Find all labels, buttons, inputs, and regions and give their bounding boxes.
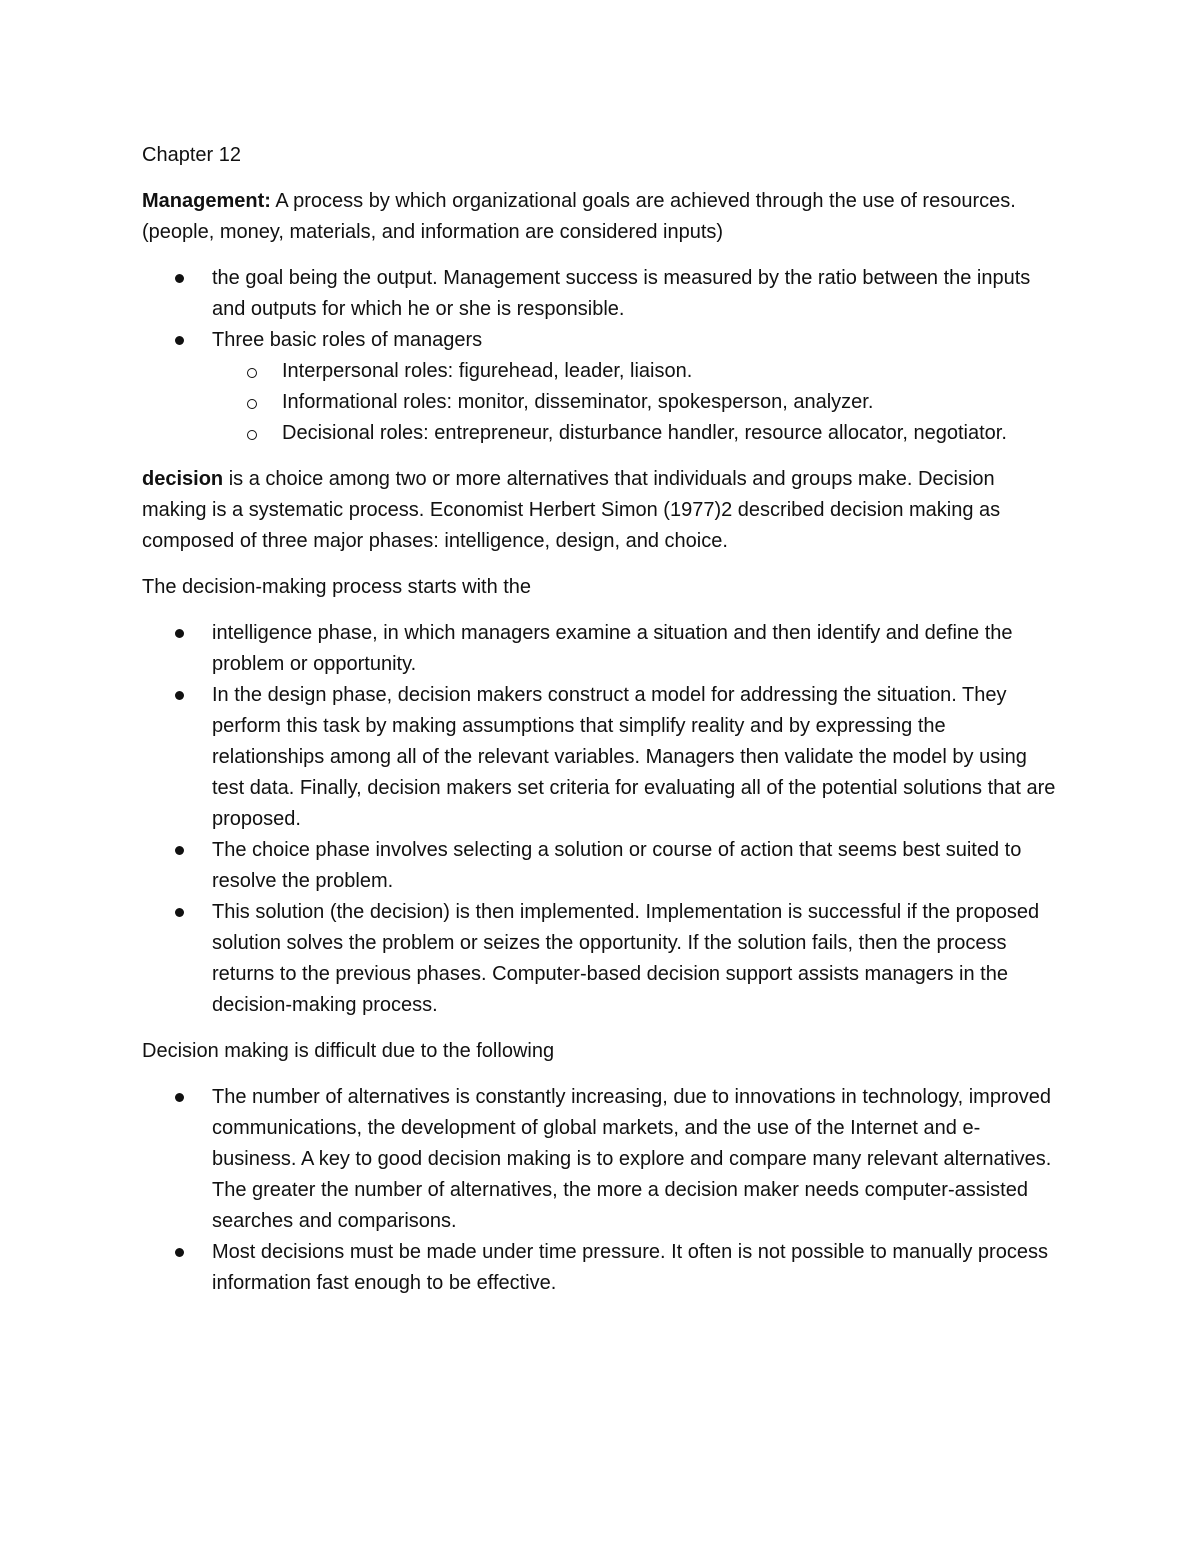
bullet-icon <box>175 1093 184 1102</box>
list-item <box>142 897 1062 1021</box>
decision-definition-text: is a choice among two or more alternatives that individuals and groups make. Decision making is a systematic process. Economist Herbert Simon (1977)2 described decision making as composed of three major phases: intelligence, design, and choice. <box>142 468 1001 552</box>
bullet-icon <box>175 846 184 855</box>
list-item <box>142 263 1062 325</box>
sub-list-item-text: Informational roles: monitor, disseminator, spokesperson, analyzer. <box>282 391 874 413</box>
bullet-icon <box>175 691 184 700</box>
bullet-icon <box>175 629 184 638</box>
list-item-text: This solution (the decision) is then implemented. Implementation is successful if the proposed solution solves the problem or seizes the opportunity. If the solution fails, then the process returns to the previous phases. Computer-based decision support assists managers in the decision-making process. <box>212 901 1040 1016</box>
list-item-text: the goal being the output. Management success is measured by the ratio between the inputs and outputs for which he or she is responsible. <box>212 267 1031 320</box>
sub-list-item <box>142 387 1062 418</box>
sub-list-item <box>142 418 1062 449</box>
document-page <box>142 140 1062 1314</box>
list-item-text: The number of alternatives is constantly increasing, due to innovations in technology, improved communications, the development of global markets, and the use of the Internet and e-business. A key to good decision making is to explore and compare many relevant alternatives. The greater the number of alternatives, the more a decision maker needs computer-assisted searches and comparisons. <box>212 1086 1052 1232</box>
list-item <box>142 680 1062 835</box>
list-item-text: In the design phase, decision makers construct a model for addressing the situation. They perform this task by making assumptions that simplify reality and by expressing the relationships among all of the relevant variables. Managers then validate the model by using test data. Finally, decision makers set criteria for evaluating all of the potential solutions that are proposed. <box>212 684 1056 830</box>
sub-list-item-text: Interpersonal roles: figurehead, leader, liaison. <box>282 360 693 382</box>
list-item-text: Three basic roles of managers <box>212 329 483 351</box>
management-bullet-list <box>142 263 1062 449</box>
list-item <box>142 835 1062 897</box>
list-item <box>142 325 1062 449</box>
list-item <box>142 1237 1062 1299</box>
difficulty-intro: Decision making is difficult due to the following <box>142 1040 555 1062</box>
list-item <box>142 618 1062 680</box>
hollow-bullet-icon <box>247 430 257 440</box>
sub-list-item-text: Decisional roles: entrepreneur, disturbance handler, resource allocator, negotiator. <box>282 422 1007 444</box>
bullet-icon <box>175 336 184 345</box>
list-item-text: The choice phase involves selecting a solution or course of action that seems best suited to resolve the problem. <box>212 839 1022 892</box>
list-item-text: intelligence phase, in which managers examine a situation and then identify and define the problem or opportunity. <box>212 622 1013 675</box>
hollow-bullet-icon <box>247 399 257 409</box>
management-definition-text: A process by which organizational goals are achieved through the use of resources. (people, money, materials, and information are considered inputs) <box>142 190 1016 243</box>
management-definition <box>142 186 1062 248</box>
list-item-text: Most decisions must be made under time pressure. It often is not possible to manually process information fast enough to be effective. <box>212 1241 1048 1294</box>
manager-roles-list <box>212 356 1062 449</box>
difficulty-bullet-list <box>142 1082 1062 1299</box>
process-intro: The decision-making process starts with the <box>142 576 532 598</box>
bullet-icon <box>175 1248 184 1257</box>
bullet-icon <box>175 274 184 283</box>
decision-term: decision <box>142 468 224 490</box>
process-bullet-list <box>142 618 1062 1021</box>
management-term: Management: <box>142 190 271 212</box>
hollow-bullet-icon <box>247 368 257 378</box>
bullet-icon <box>175 908 184 917</box>
chapter-heading: Chapter 12 <box>142 144 241 166</box>
list-item <box>142 1082 1062 1237</box>
sub-list-item <box>142 356 1062 387</box>
decision-definition <box>142 464 1062 557</box>
